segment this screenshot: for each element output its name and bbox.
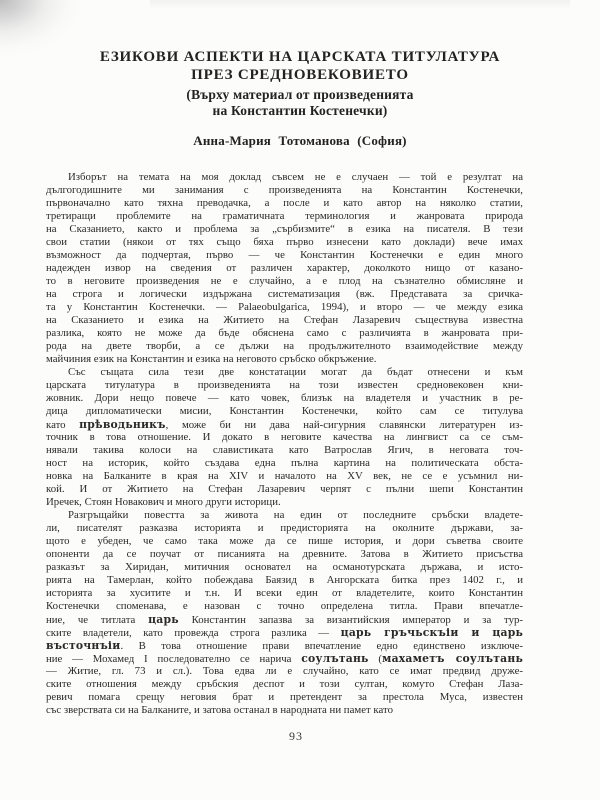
text-line: опоненти да се поучат от писанията на древните. Затова в Житието присъства [46,548,523,560]
text-line: първоначално като тяхна преводачка, а после и като автор на няколко статии, [46,197,523,209]
text-line: историята за хуситите и т.н. И всеки един от владетелите, които Константин [46,587,523,599]
text-line: Иречек, Стоян Новакович и много други историци. [46,496,281,508]
text-line: то в неговите произведения не е случайно, а е плод на съзнателно обмисляне и [46,275,523,287]
text-line: жовник. Дори нещо повече — като човек, близък на владетеля и участник в ре- [46,392,523,404]
text-line: ските владетели, като провежда строга разлика — царь гръчьскъіи и царь [46,626,524,639]
scan-corner-shadow [0,0,80,55]
paragraph [46,509,523,717]
subtitle-line-2: на Константин Костенечки) [212,103,388,118]
text-line: третиращи проблемите на граматичната терминология и жанровата природа [46,210,523,222]
paragraph [46,366,523,509]
old-slavonic-term: прѣводьникъ [79,418,166,431]
text-line: свои статии (някои от тях също бяха първо изнесени като доклади) вече имах [46,236,523,248]
text-line: Изборът на темата на моя доклад съвсем не е случаен — той е резултат на [68,171,523,183]
text-line: надежден извор на сведения от различен характер, доколкото нищо от казано- [46,262,523,274]
text-line: кой. И от Житието на Стефан Лазаревич черпят с пълни шепи Константин [46,483,523,495]
text-line: ност на историк, който създава една пълна картина на политическата обста- [46,457,523,469]
text-line: ревич помага срещу неговия брат и претендент за престола Муса, известен [46,691,523,703]
text-line: царската титулатура в произведенията на този известен средновековен кни- [46,379,523,391]
text-line: на строга и логически издържана систематизация (вж. Представата за сричка- [46,288,523,300]
text-line: на Сказанието, както и проблема за „сърбизмите“ в езика на писателя. В тези [46,223,523,235]
text-line: ние, че титлата царь Константин запазва за византийския император и за тур- [46,613,523,626]
old-slavonic-term: соулътань [301,652,369,665]
old-slavonic-term: царь гръчьскъіи и царь [340,626,524,639]
old-slavonic-term: махаметъ соулътань [382,652,523,665]
text-line: Разгръщайки повестта за живота на един от последните сръбски владете- [68,509,523,521]
text-line: със зверствата си на Балканите, и затова останал в народната ни памет като [46,704,393,716]
text-line: ли, писателят разказва историята и предисторията на околните държави, за- [46,522,523,534]
text-line: новка на Балканите в края на XIV и началото на XV век, не се е усъмнил ни- [46,470,523,482]
page-number: 93 [289,729,303,743]
title-line-1: ЕЗИКОВИ АСПЕКТИ НА ЦАРСКАТА ТИТУЛАТУРА [99,49,501,65]
text-line: щото е убеден, че само така може да се пише история, и дори съветва своите [46,535,523,547]
text-line: дългогодишните ми занимания с произведенията на Константин Костенечки, [46,184,523,196]
article-subtitle [0,87,600,119]
article-title [0,48,600,84]
text-line: нявали такива колоси на славистиката като Ватрослав Ягич, в неговата точ- [46,444,523,456]
text-line: рията на Тамерлан, който побеждава Баязид в Ангорската битка през 1402 г., и [46,574,523,586]
text-line: Костенечки споменава, е назован с точно определена титла. Прави впечатле- [46,600,523,612]
title-line-2: ПРЕЗ СРЕДНОВЕКОВИЕТО [191,67,409,83]
text-line: разлика, която не може да бъде обяснена само с различията в жанровата при- [46,327,523,339]
old-slavonic-term: царь [148,613,179,626]
text-line: на Сказанието и езика на Житието на Стефан Лазаревич съществува известна [46,314,523,326]
text-line: — Житие, гл. 73 и сл.). Това едва ли е случайно, като се имат предвид друже- [46,665,523,677]
text-line: дица дипломатически мисии, Константин Костенечки, който сам се титулува [46,405,523,417]
text-line: ние — Мохамед I последователно се нарича соулътань (махаметъ соулътань [46,652,523,665]
author-name: Анна-Мария Тотоманова (София) [193,133,407,148]
text-line: разказът за Хиридан, митичния основател на османотурската държава, и исто- [46,561,523,573]
text-line: ските отношения между сръбския деспот и този султан, комуто Стефан Лаза- [46,678,523,690]
text-line: точник в това отношение. И докато в неговите качества на лингвист са се съм- [46,431,523,443]
scan-top-shadow [150,0,570,10]
old-slavonic-term: въсточнъіи [46,639,121,652]
text-line: като прѣводьникъ, може би ни дава най-сигурния славянски литературен из- [46,418,523,431]
paragraph [46,171,523,366]
subtitle-line-1: (Върху материал от произведенията [186,87,414,102]
text-line: Със същата сила тези две констатации могат да бъдат отнесени и към [68,366,523,378]
text-line: та у Константин Костенечки. — Palaeobulgarica, 1994), и второ — че между езика [46,301,523,313]
text-line: майчиния език на Константин и езика на неговото сръбско обкръжение. [46,353,377,365]
text-line: рода на двете творби, а се дължи на продължителното взаимодействие между [46,340,523,352]
text-line: възможност да подчертая, първо — че Константин Костенечки е един много [46,249,523,261]
text-line: въсточнъіи. В това отношение прави впечатление едно единствено изключе- [46,639,523,652]
body-text [46,171,523,717]
